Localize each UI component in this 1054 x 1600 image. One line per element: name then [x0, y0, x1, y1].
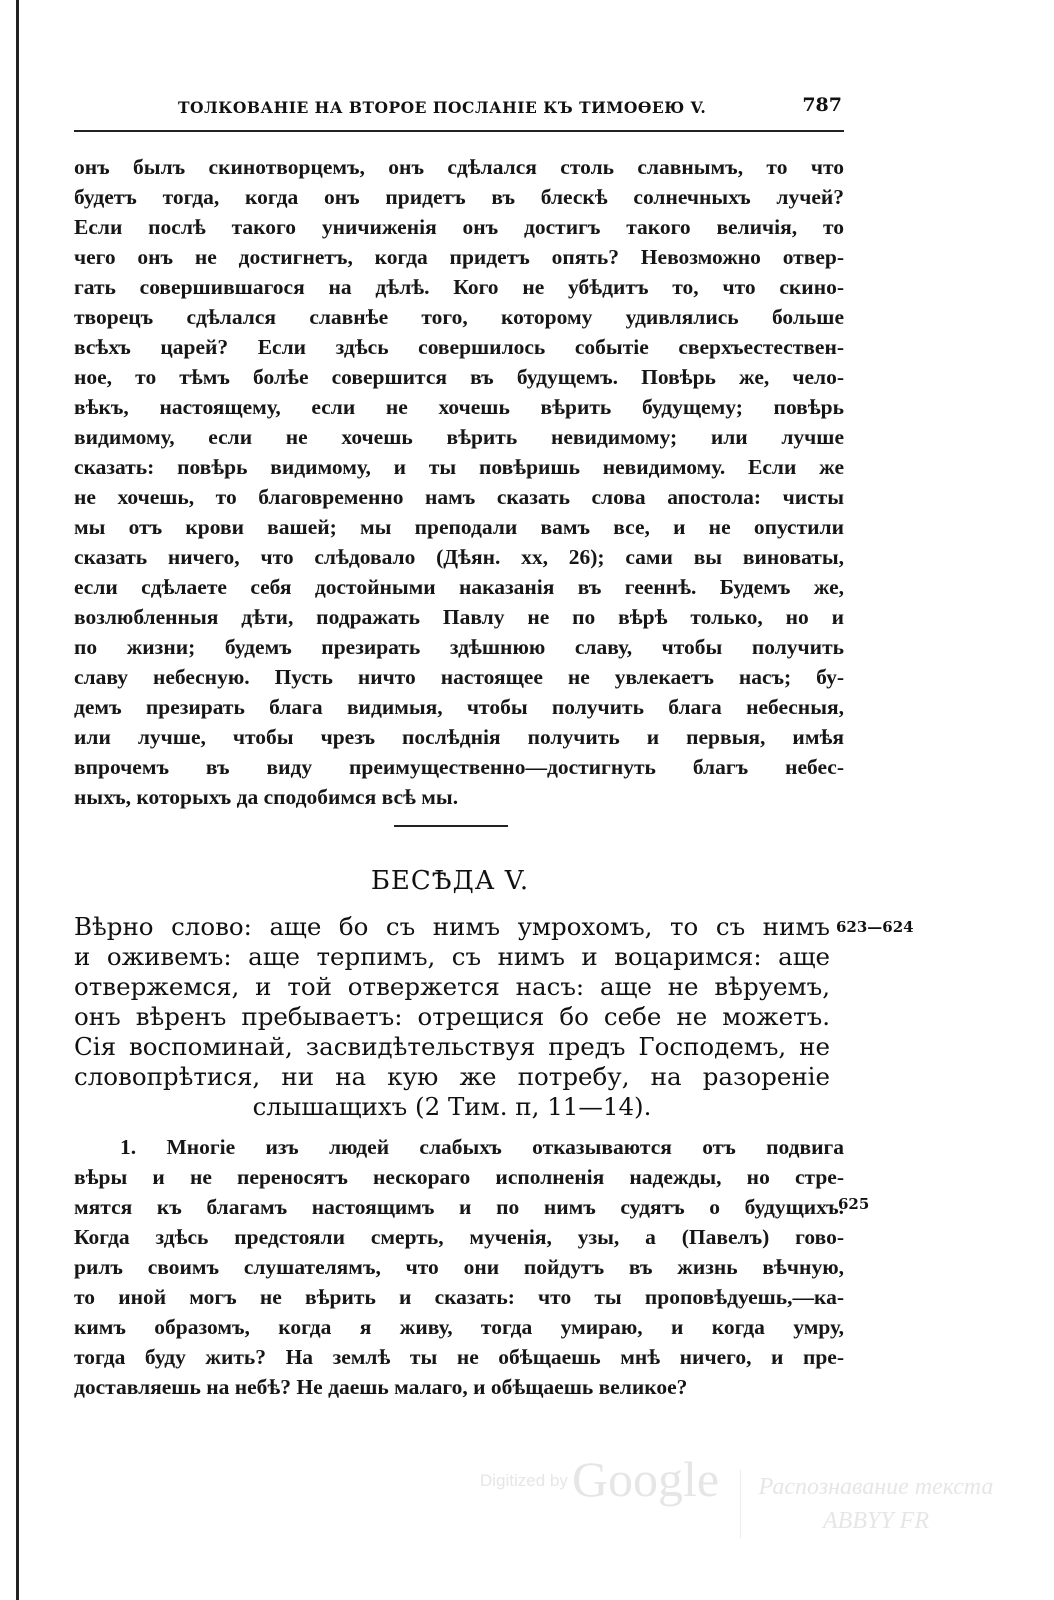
continuation-line: гать совершившагося на дѣлѣ. Кого не убѣдитъ то, что скино-: [74, 275, 844, 299]
digitized-by-label: Digitized by: [480, 1471, 568, 1490]
continuation-line: впрочемъ въ виду преимущественно—достигнуть благъ небес-: [74, 755, 844, 779]
continuation-line: мы отъ крови вашей; мы преподали вамъ все, и не опустили: [74, 515, 844, 539]
running-header: [74, 90, 844, 132]
continuation-line: возлюбленныя дѣти, подражать Павлу не по вѣрѣ только, но и: [74, 605, 844, 629]
section-paragraph: [74, 1132, 844, 1402]
continuation-line: сказать ничего, что слѣдовало (Дѣян. xx, 26); сами вы виноваты,: [74, 545, 844, 569]
ocr-watermark-line-1: Распознавание текста: [758, 1474, 994, 1500]
section-title: БЕСѢДА V.: [370, 866, 530, 896]
continuation-line: сказать: повѣрь видимому, и ты повѣришь невидимому. Если же: [74, 455, 844, 479]
section-line: кимъ образомъ, когда я живу, тогда умираю, и когда умру,: [74, 1315, 844, 1339]
continuation-line: ное, то тѣмъ болѣе совершится въ будущемъ. Повѣрь же, чело-: [74, 365, 844, 389]
marginal-note-2: 625: [838, 1195, 870, 1213]
section-line: то иной могъ не вѣрить и сказать: что ты проповѣдуешь,—ка-: [74, 1285, 844, 1309]
continuation-line: видимому, если не хочешь вѣрить невидимому; или лучше: [74, 425, 844, 449]
section-line: вѣры и не переносятъ нескораго исполненія надежды, но стре-: [74, 1165, 844, 1189]
section-line: 1. Многіе изъ людей слабыхъ отказываются отъ подвига: [120, 1135, 844, 1159]
section-line: рилъ своимъ слушателямъ, что они пойдутъ въ жизнь вѣчную,: [74, 1255, 844, 1279]
continuation-line: не хочешь, то благовременно намъ сказать слова апостола: чисты: [74, 485, 844, 509]
epigraph-line: Вѣрно слово: аще бо съ нимъ умрохомъ, то съ нимъ: [74, 912, 830, 941]
epigraph-line: онъ вѣренъ пребываетъ: отрещися бо себе не можетъ.: [74, 1002, 830, 1031]
epigraph-line: отвержемся, и той отвержется насъ: аще не вѣруемъ,: [74, 972, 830, 1001]
continuation-line: всѣхъ царей? Если здѣсь совершилось событіе сверхъестествен-: [74, 335, 844, 359]
continuation-line: по жизни; будемъ презирать здѣшнюю славу, чтобы получить: [74, 635, 844, 659]
continuation-line: ныхъ, которыхъ да сподобимся всѣ мы.: [74, 785, 459, 809]
section-line: Когда здѣсь предстояли смерть, мученія, узы, а (Павелъ) гово-: [74, 1225, 844, 1249]
continuation-line: вѣкъ, настоящему, если не хочешь вѣрить будущему; повѣрь: [74, 395, 844, 419]
continuation-line: будетъ тогда, когда онъ придетъ въ блескѣ солнечныхъ лучей?: [74, 185, 844, 209]
section-divider: [394, 825, 508, 827]
continuation-paragraph: [74, 152, 844, 812]
continuation-line: демъ презирать блага видимыя, чтобы получить блага небесныя,: [74, 695, 844, 719]
section-line: тогда буду жить? На землѣ ты не обѣщаешь мнѣ ничего, и пре-: [74, 1345, 844, 1369]
epigraph-line: словопрѣтися, ни на кую же потребу, на разореніе: [74, 1062, 830, 1091]
epigraph-line: Сія воспоминай, засвидѣтельствуя предъ Господемъ, не: [74, 1032, 830, 1061]
ocr-watermark: [740, 1470, 1011, 1538]
page-number: 787: [802, 94, 842, 116]
epigraph-line: слышащихъ (2 Тим. п, 11—14).: [252, 1092, 652, 1121]
google-logo-text: Google: [571, 1451, 720, 1507]
continuation-line: Если послѣ такого уничиженія онъ достигъ такого величія, то: [74, 215, 844, 239]
epigraph-line: и оживемъ: аще терпимъ, съ нимъ и воцаримся: аще: [74, 942, 830, 971]
epigraph-scripture: [74, 912, 830, 1122]
continuation-line: если сдѣлаете себя достойными наказанія въ гееннѣ. Будемъ же,: [74, 575, 844, 599]
ocr-watermark-line-2: ABBYY FR: [823, 1508, 929, 1534]
google-watermark: [480, 1450, 719, 1508]
continuation-line: славу небесную. Пусть ничто настоящее не увлекаетъ насъ; бу-: [74, 665, 844, 689]
continuation-line: чего онъ не достигнетъ, когда придетъ опять? Невозможно отвер-: [74, 245, 844, 269]
marginal-note-1: 623—624: [836, 918, 914, 936]
page-edge-rule: [16, 0, 19, 1600]
section-line: мятся къ благамъ настоящимъ и по нимъ судятъ о будущихъ.: [74, 1195, 844, 1219]
continuation-line: онъ былъ скинотворцемъ, онъ сдѣлался столь славнымъ, то что: [74, 155, 844, 179]
running-title: ТОЛКОВАНІЕ НА ВТОРОЕ ПОСЛАНІЕ КЪ ТИМОѲЕЮ V.: [178, 98, 707, 117]
continuation-line: творецъ сдѣлался славнѣе того, которому удивлялись больше: [74, 305, 844, 329]
section-line: доставляешь на небѣ? Не даешь малаго, и обѣщаешь великое?: [74, 1375, 688, 1399]
continuation-line: или лучше, чтобы чрезъ послѣднія получить и первыя, имѣя: [74, 725, 844, 749]
